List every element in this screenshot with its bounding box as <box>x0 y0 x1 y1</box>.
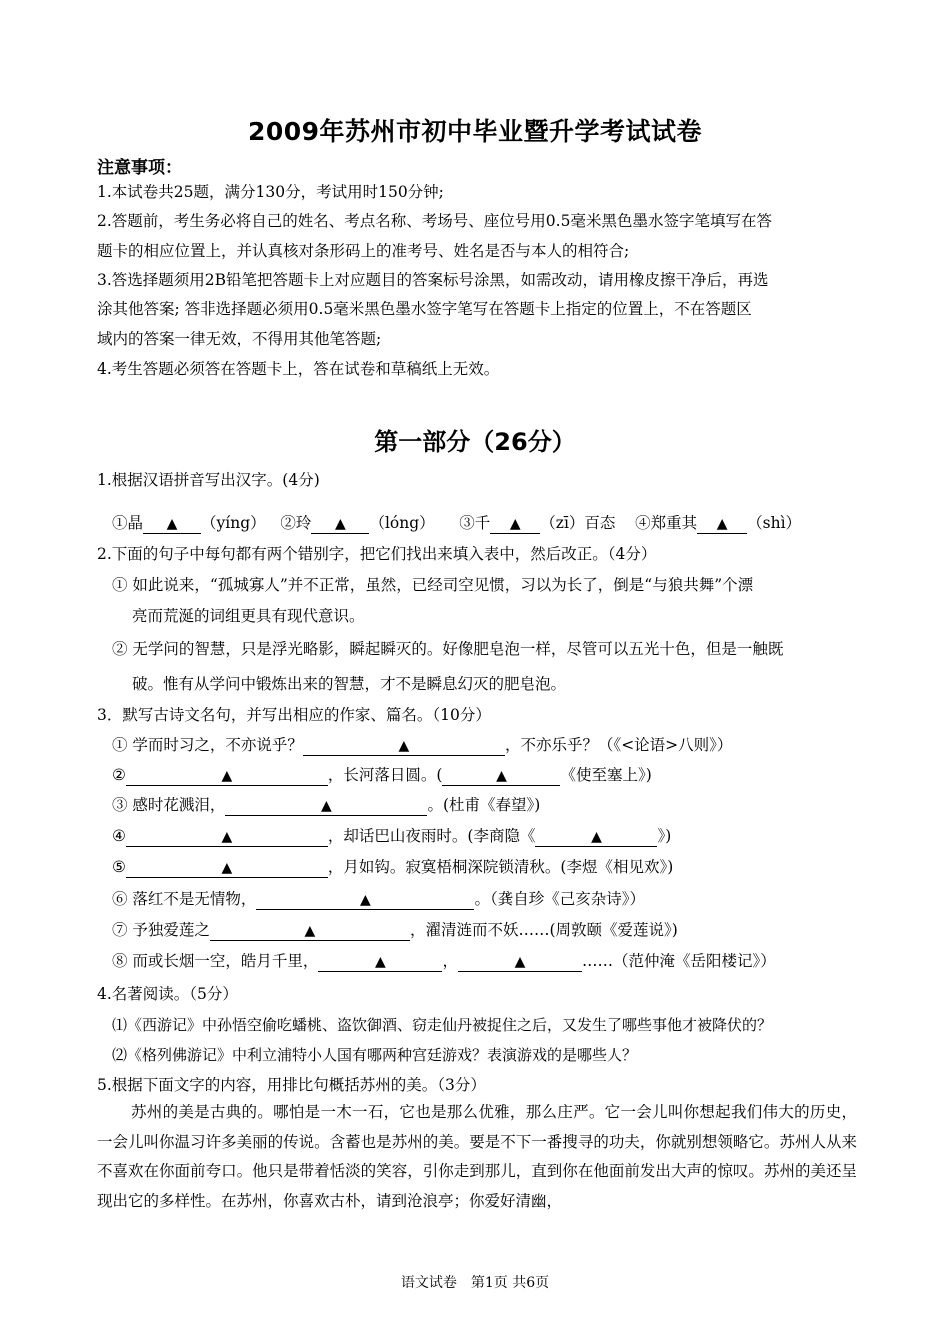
q4-question: ⑵《格列佛游记》中利立浦特小人国有哪两种宫廷游戏？表演游戏的是哪些人？ <box>112 1046 638 1064</box>
q3-text: ⑧ 而或长烟一空，皓月千里， <box>112 952 319 970</box>
note-line: 题卡的相应位置上，并认真核对条形码上的准考号、姓名是否与本人的相符合; <box>97 242 630 260</box>
q3-line <box>112 919 870 941</box>
q2-sentence: ② 无学问的智慧，只是浮光略影，瞬起瞬灭的。好像肥皂泡一样，尽管可以五光十色，但是一触既 <box>112 640 784 658</box>
marker-triangle: ▲ <box>335 516 346 532</box>
q3-text: 》) <box>657 827 672 845</box>
exam-title: 2009年苏州市初中毕业暨升学考试试卷 <box>247 117 703 146</box>
marker-triangle: ▲ <box>321 798 332 814</box>
q5-stem: 5.根据下面文字的内容，用排比句概括苏州的美。（3分） <box>97 1076 486 1094</box>
marker-triangle: ▲ <box>398 738 410 754</box>
q2-stem: 2.下面的句子中每句都有两个错别字，把它们找出来填入表中，然后改正。（4分） <box>97 545 657 563</box>
answer-blank[interactable] <box>126 827 328 847</box>
q3-text: ⑤ <box>112 858 126 876</box>
answer-blank[interactable] <box>458 952 582 972</box>
q3-text: ⑦ 予独爱莲之 <box>112 921 210 939</box>
q3-text: ① 学而时习之，不亦说乎？ <box>112 736 303 754</box>
marker-triangle: ▲ <box>375 954 386 970</box>
q1-item-post: （zī）百态 <box>540 514 616 532</box>
answer-blank[interactable] <box>143 514 201 534</box>
q2-sentence: ① 如此说来，“孤城寡人”并不正常，虽然，已经司空见惯，习以为长了，倒是“与狼共舞”个漂 <box>112 576 754 594</box>
answer-blank[interactable] <box>303 736 505 756</box>
marker-triangle: ▲ <box>304 923 316 939</box>
q3-text: 。(杜甫《春望》) <box>427 796 541 814</box>
q1-item-post: （lóng） <box>369 514 435 532</box>
note-line: 3.答选择题须用2B铅笔把答题卡上对应题目的答案标号涂黑，如需改动，请用橡皮擦干净后，再选 <box>97 271 769 289</box>
q3-text: ③ 感时花溅泪， <box>112 796 226 814</box>
q4-question: ⑴《西游记》中孙悟空偷吃蟠桃、盗饮御酒、窃走仙丹被捉住之后，又发生了哪些事他才被降伏的？ <box>112 1016 773 1034</box>
answer-blank[interactable] <box>490 514 540 534</box>
q3-text: ……（范仲淹《岳阳楼记》） <box>581 952 776 970</box>
q3-text: ，月如钩。寂寞梧桐深院锁清秋。(李煜《相见欢》) <box>327 858 674 876</box>
q1-item-pre: ④郑重其 <box>635 514 698 532</box>
q3-text: ② <box>112 766 126 784</box>
marker-triangle: ▲ <box>166 516 178 532</box>
q3-text: ，濯清涟而不妖……(周敦颐《爱莲说》) <box>409 921 678 939</box>
note-line: 涂其他答案; 答非选择题必须用0.5毫米黑色墨水签字笔写在答题卡上指定的位置上，不在答题区 <box>97 300 752 318</box>
marker-triangle: ▲ <box>496 768 507 784</box>
note-line: 4.考生答题必须答在答题卡上，答在试卷和草稿纸上无效。 <box>97 360 500 378</box>
q2-sentence: 亮而荒涎的词组更具有现代意识。 <box>132 607 365 625</box>
part-one-title: 第一部分（26分） <box>374 428 576 456</box>
q1-items <box>112 512 870 534</box>
marker-triangle: ▲ <box>509 516 521 532</box>
q3-line <box>112 764 870 786</box>
q3-line <box>112 888 870 910</box>
q3-line <box>112 825 870 847</box>
q3-text: ④ <box>112 827 126 845</box>
answer-blank[interactable] <box>535 827 657 847</box>
answer-blank[interactable] <box>126 766 328 786</box>
marker-triangle: ▲ <box>221 829 233 845</box>
q3-text: ，长河落日圆。( <box>327 766 443 784</box>
q3-line <box>112 856 870 878</box>
marker-triangle: ▲ <box>716 516 728 532</box>
q3-text: ， <box>442 952 458 970</box>
q5-passage: 苏州的美是古典的。哪怕是一木一石，它也是那么优雅，那么庄严。它一会儿叫你想起我们伟大的历史，一会儿叫你温习许多美丽的传说。含蓄也是苏州的美。要是不下一番搜寻的功夫，你就别想领略它。苏州人从来不喜欢在你面前夸口。他只是带着恬淡的笑容，引你走到那儿，直到你在他面前发出大声的惊叹。苏州的美还呈现出它的多样性。在苏州，你喜欢古朴，请到沧浪亭；你爱好清幽， <box>97 1103 857 1210</box>
answer-blank[interactable] <box>311 514 369 534</box>
q1-item-post: （shì） <box>747 514 802 532</box>
notes-heading: 注意事项： <box>97 158 182 178</box>
note-line: 域内的答案一律无效，不得用其他笔答题; <box>97 330 382 348</box>
q3-text: ，却话巴山夜雨时。(李商隐《 <box>327 827 536 845</box>
q3-line <box>112 794 870 816</box>
answer-blank[interactable] <box>210 921 410 941</box>
marker-triangle: ▲ <box>514 954 526 970</box>
answer-blank[interactable] <box>256 890 474 910</box>
q1-item-pre: ②玲 <box>280 514 312 532</box>
answer-blank[interactable] <box>225 796 427 816</box>
marker-triangle: ▲ <box>591 829 602 845</box>
q3-line <box>112 734 870 756</box>
q1-item-post: （yíng） <box>201 514 266 532</box>
answer-blank[interactable] <box>126 858 328 878</box>
q3-stem: 3．默写古诗文名句，并写出相应的作家、篇名。（10分） <box>97 706 491 724</box>
q2-sentence: 破。惟有从学问中锻炼出来的智慧，才不是瞬息幻灭的肥皂泡。 <box>132 675 567 693</box>
marker-triangle: ▲ <box>360 892 371 908</box>
answer-blank[interactable] <box>442 766 560 786</box>
q3-line <box>112 950 870 972</box>
note-line: 1.本试卷共25题，满分130分，考试用时150分钟; <box>97 183 444 201</box>
q1-item-pre: ③千 <box>459 514 491 532</box>
q3-text: 。（龚自珍《己亥杂诗》） <box>474 890 645 908</box>
page-footer: 语文试卷 第1页 共6页 <box>400 1275 550 1291</box>
q3-text: 《使至塞上》) <box>560 766 652 784</box>
answer-blank[interactable] <box>697 514 747 534</box>
marker-triangle: ▲ <box>221 860 233 876</box>
q1-stem: 1.根据汉语拼音写出汉字。(4分) <box>97 471 320 489</box>
q4-stem: 4.名著阅读。（5分） <box>97 985 238 1003</box>
q1-item-pre: ①晶 <box>112 514 144 532</box>
q3-text: ⑥ 落红不是无情物， <box>112 890 257 908</box>
note-line: 2.答题前，考生务必将自己的姓名、考点名称、考场号、座位号用0.5毫米黑色墨水签字笔填写在答 <box>97 212 772 230</box>
q3-text: ，不亦乐乎？（《<论语>八则》） <box>504 736 733 754</box>
marker-triangle: ▲ <box>221 768 233 784</box>
answer-blank[interactable] <box>318 952 442 972</box>
